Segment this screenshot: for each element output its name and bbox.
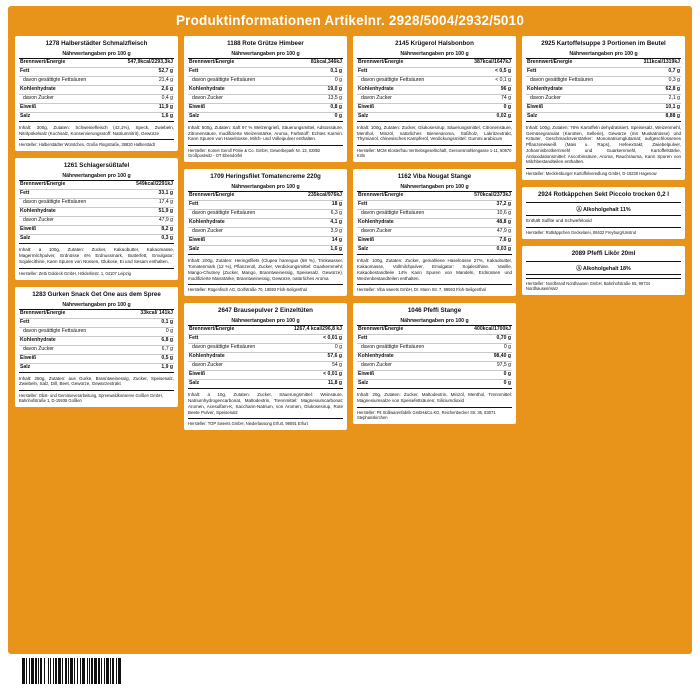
ingredients-text: Inhalt: 500g, Zutaten: Saft 97 % Welzengrieß, Säuerungsmittel, Adstossäure, Zitronensäure, modifizierte Weizenstärke, Aroma, Farbstoff: Echtes Karmin. Kann Spuren von Haselnüsse, Milch- und Volleipulver enthalten. <box>188 124 343 142</box>
nutrient-value: 0,1 g <box>97 318 175 327</box>
nutrient-value: 2,1 g <box>604 94 682 103</box>
product-title: 2089 Pfeffi Likör 20ml <box>571 250 636 257</box>
nutrient-value: 98,40 g <box>435 353 513 362</box>
nutrient-label: Fett <box>357 335 435 344</box>
product-title: 2925 Kartoffelsuppe 3 Portionen im Beutel <box>541 39 666 47</box>
nutrient-value: 81kcal,346kJ <box>266 59 344 68</box>
barcode-bars <box>22 658 172 684</box>
nutrient-value: 0,70 g <box>435 335 513 344</box>
nutrient-label: Fett <box>357 201 435 210</box>
nutrient-label: Kohlenhydrate <box>19 208 97 217</box>
column-4 <box>522 36 685 295</box>
nutrient-label: Eiweiß <box>188 103 266 112</box>
nutrition-header: Nährwertangaben pro 100 g <box>19 51 174 59</box>
nutrient-label: Salz <box>357 246 435 255</box>
product-card-2089 <box>522 246 685 295</box>
product-card-1278 <box>15 36 178 152</box>
barcode <box>22 658 172 684</box>
nutrient-label: Eiweiß <box>19 354 97 363</box>
nutrient-label: Kohlenhydrate <box>188 85 266 94</box>
nutrient-value: 6,3 g <box>266 210 344 219</box>
nutrition-row <box>188 228 343 237</box>
nutrient-label: Fett <box>526 67 604 76</box>
nutrient-value: 11,8 g <box>266 380 344 389</box>
product-card-1046 <box>353 303 516 424</box>
product-card-2145 <box>353 36 516 162</box>
orange-panel <box>8 6 692 654</box>
nutrient-value: < 0,5 g <box>435 67 513 76</box>
nutrient-value: 400kcal/1700kJ <box>435 326 513 335</box>
ingredients-text: Inhalt: 100g, Zutaten: 76% Kartoffeln dehydratisiert, Speisesalz, Weizenmehl, Gemüsegranulat (Karotten, Sellerie), Gewürze (mit Muskatnüsse) und Kräuter, Geschmacksverstärker: Mononatriumglutamat; aufgeschlossenes Pflanzeneiweiß (Mais u. Raps), Hefeextrakt, Zwiebelpulver, Johannisbrotkernmehl und Guarkernmehl, Kartoffelstärke, Antioxidationsmittel: Ascorbinsäure, Aroma, Rauchrauma, Kann Spuren von Milchbestandteilen enthalten. <box>526 124 681 165</box>
nutrition-row <box>357 94 512 103</box>
nutrient-value: 14 g <box>266 237 344 246</box>
nutrient-label: Kohlenhydrate <box>357 219 435 228</box>
nutrition-row <box>188 94 343 103</box>
nutrient-value: < 0,1 g <box>435 76 513 85</box>
nutrient-label: Eiweiß <box>19 226 97 235</box>
nutrient-value: 96 g <box>435 85 513 94</box>
nutrient-label: Brennwert/Energie <box>357 59 435 68</box>
nutrient-label: Salz <box>19 235 97 244</box>
nutrient-label: Salz <box>188 246 266 255</box>
nutrient-value: 1267,4 kcal/296,8 kJ <box>266 326 344 335</box>
nutrition-row <box>19 345 174 354</box>
nutrient-value: 8,2 g <box>97 226 175 235</box>
nutrition-row <box>19 112 174 121</box>
nutrition-table <box>526 59 681 122</box>
nutrient-label: Eiweiß <box>188 237 266 246</box>
nutrient-value: 0,03 g <box>435 246 513 255</box>
nutrition-table <box>19 310 174 373</box>
nutrient-value: 4,1 g <box>266 219 344 228</box>
nutrient-label: Salz <box>19 112 97 121</box>
nutrient-value: < 0,01 g <box>266 335 344 344</box>
nutrition-row <box>188 103 343 112</box>
nutrition-row <box>188 219 343 228</box>
nutrition-table <box>357 59 512 122</box>
nutrient-label: davon gesättigte Fettsäuren <box>188 76 266 85</box>
nutrition-row <box>357 335 512 344</box>
nutrient-label: Brennwert/Energie <box>357 192 435 201</box>
nutrient-value: 97,5 g <box>435 362 513 371</box>
nutrition-row <box>357 344 512 353</box>
nutrient-value: 387kcal/1647kJ <box>435 59 513 68</box>
product-card-2647 <box>184 303 347 430</box>
nutrition-row <box>19 181 174 190</box>
nutrient-label: Salz <box>19 363 97 372</box>
product-title: 1188 Rote Grütze Himbeer <box>227 39 304 47</box>
nutrition-header: Nährwertangaben pro 100 g <box>357 184 512 192</box>
nutrition-header: Nährwertangaben pro 100 g <box>188 318 343 326</box>
nutrient-value: 0 g <box>435 344 513 353</box>
nutrient-value: 52,7 g <box>97 67 175 76</box>
nutrient-value: 0,02 g <box>435 112 513 121</box>
nutrient-value: 0 g <box>435 380 513 389</box>
manufacturer-text: Hersteller: Rotkäppchen Geckelarei, 06632 Freyburg/Unstrut <box>526 227 681 235</box>
nutrition-row <box>188 371 343 380</box>
nutrient-value: 47,9 g <box>97 217 175 226</box>
nutrient-value: 547,9kcal/2293,3kJ <box>97 59 175 68</box>
nutrition-row <box>19 318 174 327</box>
nutrient-value: 21,4 g <box>97 76 175 85</box>
nutrition-row <box>188 210 343 219</box>
product-card-1283 <box>15 287 178 408</box>
nutrition-header: Nährwertangaben pro 100 g <box>19 302 174 310</box>
nutrient-label: davon gesättigte Fettsäuren <box>19 327 97 336</box>
nutrition-row <box>188 201 343 210</box>
nutrition-row <box>526 103 681 112</box>
manufacturer-text: Hersteller: Mecklenburger Kartoffelveredlung GmbH, D-19230 Hagenow <box>526 168 681 176</box>
nutrient-value: 7,6 g <box>435 237 513 246</box>
nutrient-value: 54 g <box>266 362 344 371</box>
nutrient-label: Salz <box>526 112 604 121</box>
nutrition-row <box>19 235 174 244</box>
manufacturer-text: Hersteller: Zetti Goldeck GmbH, Hölderlinstr. 1, 04107 Leipzig <box>19 268 174 276</box>
product-card-1261 <box>15 158 178 279</box>
nutrition-row <box>357 192 512 201</box>
nutrition-row <box>19 363 174 372</box>
nutrient-value: 17,4 g <box>97 199 175 208</box>
nutrition-row <box>357 210 512 219</box>
nutrition-row <box>19 336 174 345</box>
nutrient-value: 33kcal/ 141kJ <box>97 310 175 319</box>
nutrition-row <box>19 354 174 363</box>
nutrition-row <box>188 326 343 335</box>
nutrition-table <box>188 192 343 255</box>
nutrient-label: davon Zucker <box>19 345 97 354</box>
nutrient-label: Brennwert/Energie <box>357 326 435 335</box>
nutrition-row <box>19 94 174 103</box>
nutrition-table <box>188 59 343 122</box>
nutrient-label: davon Zucker <box>19 217 97 226</box>
nutrient-label: Brennwert/Energie <box>188 326 266 335</box>
nutrient-label: Kohlenhydrate <box>188 353 266 362</box>
product-title: 1283 Gurken Snack Get One aus dem Spree <box>32 290 161 298</box>
nutrient-label: Kohlenhydrate <box>19 85 97 94</box>
nutrient-value: 13,5 g <box>266 94 344 103</box>
nutrition-row <box>526 112 681 121</box>
nutrient-label: davon Zucker <box>526 94 604 103</box>
nutrient-value: 6,8 g <box>97 336 175 345</box>
nutrient-label: davon Zucker <box>357 362 435 371</box>
nutrient-label: davon gesättigte Fettsäuren <box>357 210 435 219</box>
nutrient-label: Fett <box>188 67 266 76</box>
nutrition-row <box>357 380 512 389</box>
nutrition-row <box>188 67 343 76</box>
nutrient-label: davon gesättigte Fettsäuren <box>19 199 97 208</box>
product-title: 1278 Halberstädter Schmalzfleisch <box>45 39 148 47</box>
nutrition-row <box>188 353 343 362</box>
nutrition-header: Nährwertangaben pro 100 g <box>188 184 343 192</box>
nutrient-label: davon gesättigte Fettsäuren <box>188 344 266 353</box>
nutrient-label: Brennwert/Energie <box>19 59 97 68</box>
nutrient-label: Brennwert/Energie <box>188 59 266 68</box>
nutrient-label: Eiweiß <box>19 103 97 112</box>
nutrient-value: 11,9 g <box>97 103 175 112</box>
nutrition-row <box>357 246 512 255</box>
manufacturer-text: Hersteller: Halberstädter Würstchen, Große Ringstraße, 38820 Halberstadt <box>19 139 174 147</box>
nutrition-row <box>357 371 512 380</box>
nutrient-value: 0 g <box>266 344 344 353</box>
nutrient-value: 48,8 g <box>435 219 513 228</box>
nutrition-row <box>188 246 343 255</box>
product-title: 2145 Krügerol Halsbonbon <box>395 39 474 47</box>
product-title: 1162 Viba Nougat Stange <box>397 173 472 181</box>
nutrient-value: 0,5 g <box>97 354 175 363</box>
nutrient-value: < 0,01 g <box>266 371 344 380</box>
nutrition-row <box>357 201 512 210</box>
nutrition-row <box>526 94 681 103</box>
nutrition-row <box>526 67 681 76</box>
nutrition-row <box>19 67 174 76</box>
nutrient-label: Fett <box>19 190 97 199</box>
nutrition-row <box>19 310 174 319</box>
nutrition-row <box>357 362 512 371</box>
nutrient-value: 10,1 g <box>604 103 682 112</box>
product-title: 1261 Schlagersüßtafel <box>63 162 130 170</box>
nutrient-value: 0 g <box>435 371 513 380</box>
nutrient-value: 10,6 g <box>435 210 513 219</box>
product-title: 1046 Pfeffi Stange <box>407 307 462 315</box>
nutrition-row <box>188 85 343 94</box>
nutrition-row <box>357 237 512 246</box>
nutrient-value: 570kcal/2373kJ <box>435 192 513 201</box>
alcohol-content: Ⓐ Alkoholgehalt 18% <box>526 261 681 275</box>
nutrition-row <box>19 208 174 217</box>
nutrient-label: Brennwert/Energie <box>188 192 266 201</box>
nutrient-value: 0,3 g <box>604 76 682 85</box>
nutrition-row <box>19 103 174 112</box>
nutrition-row <box>188 76 343 85</box>
nutrition-row <box>19 190 174 199</box>
product-card-1162 <box>353 169 516 296</box>
manufacturer-text: Hersteller: Viba sweets GmbH, Dr. Mann Str. 7, 98593 Floh-Seligenthal <box>357 284 512 292</box>
nutrient-value: 37,2 g <box>435 201 513 210</box>
nutrient-value: 62,8 g <box>604 85 682 94</box>
ingredients-text: Inhalt: 100g, Zutaten: Zucker, gemahlene Haselnüsse 27%, Kakaobutter, Kakaomasse, Vollmilchpulver, Emulgator: Sojalecithine. Vanille, Kakaobestandteile 14% Kann Spuren von Mandeln, Erdnüssen und Weizenbestandteilen enthalten. <box>357 258 512 281</box>
nutrient-value: 47,9 g <box>435 228 513 237</box>
manufacturer-text: Hersteller: Nordbrand Nordhausen GmbH, Bahnhofstraße 55, 99734 Nordhausen/Harz <box>526 278 681 291</box>
nutrition-row <box>357 76 512 85</box>
nutrition-header: Nährwertangaben pro 100 g <box>19 173 174 181</box>
nutrient-label: davon Zucker <box>357 94 435 103</box>
nutrition-row <box>526 85 681 94</box>
nutrient-label: davon Zucker <box>357 228 435 237</box>
nutrient-label: davon Zucker <box>188 94 266 103</box>
alcohol-content: Ⓐ Alkoholgehalt 11% <box>526 202 681 216</box>
column-1 <box>15 36 178 408</box>
nutrient-value: 6,7 g <box>97 345 175 354</box>
manufacturer-text: Hersteller: Pit Süßwarenfabrik GmbH&Co.KG, Reichenbecker Str. 36, 83071 Stephanskirchen <box>357 407 512 420</box>
ingredients-text: Inhalt: 200g, Zutaten: Heringsfilets (Clupea harengus (68 %), Trinkwasser, Tomatenmark (12 %), Pflanzenöl, Zucker, Verdickungsmittel: Guarkernmehl; Mango-Chutney (Zucker, Mango, Branntweinessig, Speisesalz, Gewürze), modifizierte Maisstärke, Branntweinessig, Gewürze, natürliches Aroma <box>188 258 343 281</box>
nutrient-label: Fett <box>188 335 266 344</box>
nutrition-row <box>188 380 343 389</box>
allergen-note: Enthält Sulfite und Schwefeloxid <box>526 217 592 223</box>
nutrient-label: Kohlenhydrate <box>188 219 266 228</box>
nutrient-label: Brennwert/Energie <box>526 59 604 68</box>
nutrient-label: Salz <box>188 380 266 389</box>
nutrition-row <box>19 226 174 235</box>
nutrition-row <box>188 237 343 246</box>
nutrient-value: 0,7 g <box>604 67 682 76</box>
nutrient-label: davon Zucker <box>188 362 266 371</box>
nutrient-label: Fett <box>188 201 266 210</box>
nutrition-header: Nährwertangaben pro 100 g <box>357 51 512 59</box>
nutrition-row <box>188 362 343 371</box>
nutrient-label: davon gesättigte Fettsäuren <box>526 76 604 85</box>
product-card-1709 <box>184 169 347 296</box>
product-card-2925 <box>522 36 685 180</box>
nutrient-label: Brennwert/Energie <box>19 310 97 319</box>
nutrition-row <box>357 326 512 335</box>
nutrient-label: davon Zucker <box>19 94 97 103</box>
nutrient-label: davon gesättigte Fettsäuren <box>357 344 435 353</box>
nutrient-value: 1,6 g <box>266 246 344 255</box>
nutrition-row <box>19 59 174 68</box>
nutrient-value: 3,9 g <box>266 228 344 237</box>
nutrition-row <box>188 59 343 68</box>
nutrition-row <box>19 199 174 208</box>
nutrition-table <box>19 181 174 244</box>
nutrient-label: Fett <box>19 67 97 76</box>
nutrient-value: 0 g <box>97 327 175 336</box>
nutrient-label: Eiweiß <box>526 103 604 112</box>
nutrition-table <box>188 326 343 389</box>
manufacturer-text: Hersteller: MCM Klosterfrau Vertriebsgesellschaft, Gereonsmühlengasse 1-11, 50670 Köln <box>357 145 512 158</box>
ingredients-text: Inhalt: 250g, Zutaten: aus Gurke, Branntweinessig, Zucker, Speisesalz, Zwiebeln, Salz, Dill, Beet, Gewürze, Gewürzextrakt <box>19 375 174 387</box>
product-title: 2924 Rotkäppchen Sekt Piccolo trocken 0,2 l <box>537 191 670 199</box>
ingredients-text: Inhalt: 100g, Zutaten: Zucker, Glukosesirup, Säuerungsmittel, Citronensäure, Menthol, Minzöl, natürliches Bienenaroma, Süßholz, Lakritzextrakt, Thymianöl, chinesisches Kampferöl, Verdickungsmittel: Gummi arabicum <box>357 124 512 142</box>
nutrition-header: Nährwertangaben pro 100 g <box>526 51 681 59</box>
nutrient-value: 0 g <box>266 76 344 85</box>
ingredients-text: Inhalt: 300g, Zutaten: Schweinefleisch (42,1%), Speck, Zwiebeln, Nitritpökelsalz (Kochsalz, Konservierungsstoff: Natriumnitrit), Gewürze <box>19 124 174 136</box>
nutrient-value: 1,9 g <box>97 363 175 372</box>
nutrition-row <box>19 217 174 226</box>
nutrient-value: 33,1 g <box>97 190 175 199</box>
nutrient-value: 0 g <box>435 103 513 112</box>
manufacturer-text: Hersteller: Komet Geroll Pönie & Co. GmbH, Gewerbepark Nr. 13, 02892 Großpostwitz - OT Ebendörfel <box>188 145 343 158</box>
nutrition-header: Nährwertangaben pro 100 g <box>188 51 343 59</box>
nutrition-row <box>19 327 174 336</box>
nutrient-label: Kohlenhydrate <box>526 85 604 94</box>
nutrition-row <box>19 76 174 85</box>
nutrient-value: 0,3 g <box>97 235 175 244</box>
nutrient-label: davon gesättigte Fettsäuren <box>188 210 266 219</box>
ingredients-text: Inhalt: a 10g, Zutaten: Zucker, Säuerungsmittel: Weinsäure, Natriumhydrogencarbonat, Maltodextrin, Trennmittel: Magnesiumcarbonat; Aromen, Acesulfam-K, Saccharin-Natrium, von Aromen, Glukosesirup, Rote Beete Pulver, Speisesalz <box>188 392 343 415</box>
nutrition-row <box>357 219 512 228</box>
nutrition-row <box>188 344 343 353</box>
nutrient-value: 1,6 g <box>97 112 175 121</box>
nutrient-label: Salz <box>357 380 435 389</box>
column-3 <box>353 36 516 424</box>
manufacturer-text: Hersteller: TOP Sweets GmbH, Niederlassung Erfurt, 99091 Erfurt <box>188 418 343 426</box>
nutrition-row <box>357 85 512 94</box>
product-title: 1709 Heringsfilet Tomatencreme 220g <box>210 173 321 181</box>
product-card-2924 <box>522 187 685 239</box>
nutrient-value: 0,4 g <box>97 94 175 103</box>
nutrient-value: 74 g <box>435 94 513 103</box>
nutrient-label: Fett <box>357 67 435 76</box>
nutrient-value: 0 g <box>266 112 344 121</box>
nutrient-value: 235kcal/976kJ <box>266 192 344 201</box>
nutrient-label: davon Zucker <box>188 228 266 237</box>
nutrient-value: 18 g <box>266 201 344 210</box>
product-card-1188 <box>184 36 347 162</box>
manufacturer-text: Hersteller: Rügenfisch AG, Dorfstraße 70, 18593 Floh-Seligenthal <box>188 284 343 292</box>
page-title: Produktinformationen Artikelnr. 2928/5004/2932/5010 <box>175 13 525 28</box>
nutrient-value: 2,6 g <box>97 85 175 94</box>
nutrition-row <box>188 192 343 201</box>
ingredients-text: Inhalt: a 100g, Zutaten: Zucker, Kakaobutter, Kakaomasse, Magermilchpulver, Erdnüsse 6% Erdnussmark, Butterfett, Emulgator: Sojalecithine, Kann Spuren von Nüssen, Glukose, Ei und Sesam enthalten. <box>19 247 174 264</box>
nutrition-row <box>526 59 681 68</box>
nutrition-row <box>188 335 343 344</box>
nutrient-label: davon gesättigte Fettsäuren <box>19 76 97 85</box>
nutrition-table <box>357 326 512 389</box>
nutrient-label: Eiweiß <box>188 371 266 380</box>
manufacturer-text: Hersteller: Obst- und Gemüseverarbeitung, Spreewaldkonserve Golßen GmbH, Bahnhofstraße 1, D-15938 Golßen <box>19 390 174 403</box>
nutrient-value: 549kcal/2291kJ <box>97 181 175 190</box>
nutrient-label: Salz <box>357 112 435 121</box>
nutrient-label: Eiweiß <box>357 237 435 246</box>
nutrient-value: 57,6 g <box>266 353 344 362</box>
nutrient-label: Brennwert/Energie <box>19 181 97 190</box>
nutrition-row <box>357 353 512 362</box>
barcode-bar <box>121 658 122 684</box>
ingredients-text: Inhalt: 20g, Zutaten: Zucker, Maltodextrin, Minzöl, Menthol, Trennmittel: Magnesiumsalze von Speisefettsäuren; Siliciumdioxid <box>357 392 512 404</box>
nutrition-row <box>357 103 512 112</box>
nutrition-header: Nährwertangaben pro 100 g <box>357 318 512 326</box>
nutrient-value: 0,8 g <box>266 103 344 112</box>
nutrient-value: 0,1 g <box>266 67 344 76</box>
card-columns <box>15 36 685 431</box>
nutrition-row <box>526 76 681 85</box>
nutrient-value: 8,88 g <box>604 112 682 121</box>
nutrition-row <box>357 67 512 76</box>
nutrient-label: Fett <box>19 318 97 327</box>
nutrition-row <box>19 85 174 94</box>
nutrition-row <box>357 59 512 68</box>
nutrient-label: Kohlenhydrate <box>357 85 435 94</box>
column-2 <box>184 36 347 431</box>
nutrient-label: Kohlenhydrate <box>19 336 97 345</box>
nutrient-label: Eiweiß <box>357 103 435 112</box>
nutrient-label: davon gesättigte Fettsäuren <box>357 76 435 85</box>
nutrition-table <box>357 192 512 255</box>
nutrient-label: Salz <box>188 112 266 121</box>
nutrient-label: Kohlenhydrate <box>357 353 435 362</box>
nutrition-table <box>19 59 174 122</box>
nutrition-row <box>357 112 512 121</box>
nutrition-row <box>357 228 512 237</box>
nutrition-row <box>188 112 343 121</box>
product-title: 2647 Brausepulver 2 Einzeltüten <box>218 307 313 315</box>
nutrient-value: 19,0 g <box>266 85 344 94</box>
nutrient-value: 311kcal/1319kJ <box>604 59 682 68</box>
nutrient-value: 51,9 g <box>97 208 175 217</box>
nutrient-label: Eiweiß <box>357 371 435 380</box>
